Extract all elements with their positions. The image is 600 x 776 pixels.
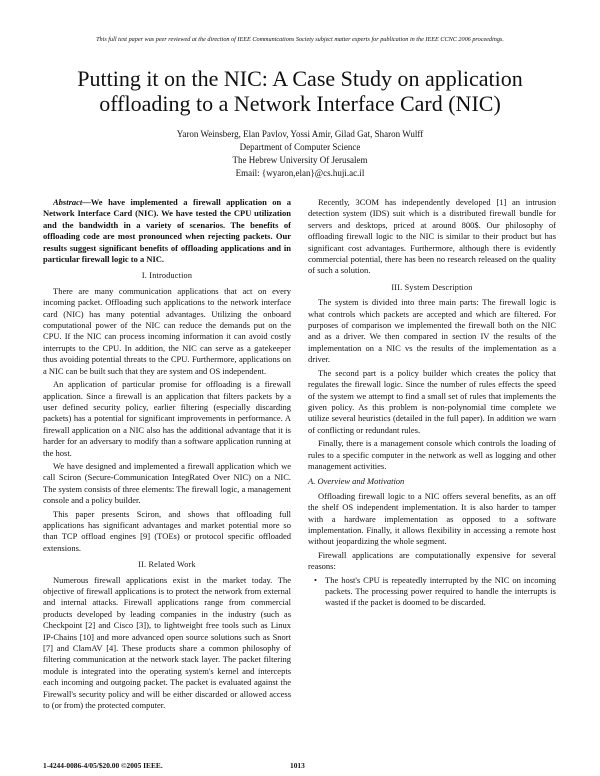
list-item: • The host's CPU is repeatedly interrupted by the NIC on incoming packets. The processing power required to handle the interrupts is wasted if the packet is doomed to be discarded. bbox=[322, 575, 556, 609]
author-department: Department of Computer Science bbox=[239, 142, 361, 152]
paragraph: Recently, 3COM has independently developed [1] an intrusion detection system (IDS) suit which is a distributed firewall bundle for servers and desktops, priced at around 800$. Our philosophy of offloading firewall logic to the NIC is similar to their product but has significant cost advantages. Furthermore, although there is evidently commercial potential, there has been no research released on the quality of such a solution. bbox=[308, 197, 556, 276]
paragraph: Finally, there is a management console which controls the loading of rules to a specific computer in the network as well as logging and other management activities. bbox=[308, 438, 556, 471]
section-heading-intro: I. Introduction bbox=[141, 271, 193, 281]
abstract-text: —We have implemented a firewall application on a Network Interface Card (NIC). We have tested the CPU utilization and the bandwidth in a variety of scenarios. The benefits of offloading code are most pronounced when rejecting packets. Our results suggest significant benefits of offloading applications and in particular firewall logic to a NIC. bbox=[43, 197, 291, 265]
abstract-label: Abstract bbox=[53, 197, 83, 207]
paragraph: Numerous firewall applications exist in the market today. The objective of firewall applications is to protect the network from external and internal attacks. Firewall applications range from commercial products developed by leading companies in the industry (such as Checkpoint [2] and Cisco [3]), to lightweight free tools such as Linux IP-Chains [10] and more advanced open source solutions such as Snort [7] and ClamAV [4]. These products share a common philosophy of filtering communication at the network stack layer. The packet filtering module is integrated into the operating system's kernel and intercepts each incoming and outgoing packet. The packet is evaluated against the Firewall's security policy and will be either discarded or allowed access to (or from) the protected computer. bbox=[43, 574, 291, 711]
section-heading-system: III. System Description bbox=[391, 282, 473, 292]
paragraph: Offloading firewall logic to a NIC offers several benefits, as an off the shelf OS independent implementation. It is also harder to tamper with a hardware implementation as opposed to a software implementation. Finally, it allows flexibility in accessing a remote host without jeopardizing the whole segment. bbox=[308, 490, 556, 547]
paragraph: There are many communication applications that act on every incoming packet. Offloading such applications to the network interface card (NIC) has many potential advantages. Utilizing the onboard computational power of the NIC can reduce the demands put on the CPU. If the NIC can process incoming information it can avoid costly interrupts to the CPU. In addition, the NIC can serve as a gatekeeper thus avoiding potential threats to the CPU. Furthermore, applications on a NIC can be built such that they are system and OS independent. bbox=[43, 285, 291, 376]
section-heading-related: II. Related Work bbox=[138, 560, 196, 570]
paragraph: This paper presents Sciron, and shows that offloading full applications has significant advantages and market potential more so than TCP offload engines [9] (TOEs) or protocol specific offloaded extensions. bbox=[43, 508, 291, 553]
right-column bbox=[308, 197, 556, 609]
author-names: Yaron Weinsberg, Elan Pavlov, Yossi Amir, Gilad Gat, Sharon Wulff bbox=[176, 129, 424, 139]
page-number: 1013 bbox=[290, 761, 305, 770]
author-university: The Hebrew University Of Jerusalem bbox=[232, 155, 368, 165]
left-column bbox=[43, 197, 291, 711]
paragraph: We have designed and implemented a firewall application which we call Sciron (Secure-Communication IntegRated Over NIC) on a NIC. The system consists of three elements: The firewall logic, a management console and a policy builder. bbox=[43, 460, 291, 506]
paragraph: Firewall applications are computationally expensive for several reasons: bbox=[308, 549, 556, 572]
footer-isbn: 1-4244-0086-4/05/$20.00 ©2005 IEEE. bbox=[43, 761, 163, 770]
author-email: Email: {wyaron,elan}@cs.huji.ac.il bbox=[235, 168, 365, 178]
abstract bbox=[43, 197, 291, 265]
paragraph: An application of particular promise for offloading is a firewall application. Since a firewall is an application that filters packets by a user defined security policy, earlier filtering (especially discarding packets) has a potential for significant improvements in performance. A firewall application on a NIC also has the additional advantage that it is harder for an adversary to modify than a software application running at the host. bbox=[43, 379, 291, 458]
subsection-heading: A. Overview and Motivation bbox=[308, 476, 405, 487]
paragraph: The system is divided into three main parts: The firewall logic is what controls which packets are accepted and which are filtered. For purposes of comparison we implemented the firewall both on the NIC and as a driver. We then compared in section IV the results of the implementation on a NIC vs the results of the implementation as a driver. bbox=[308, 297, 556, 365]
paragraph: The second part is a policy builder which creates the policy that regulates the firewall logic. Since the number of rules effects the speed of the system we attempt to find a small set of rules that implements the given policy. As this problem is non-polynomial time complete we utilize several heuristics (detailed in the full paper). In addition we warn of conflicting or redundant rules. bbox=[308, 367, 556, 435]
bullet-list bbox=[308, 575, 556, 609]
paper-title: Putting it on the NIC: A Case Study on application offloading to a Network Interface Card (NIC) bbox=[77, 66, 523, 116]
peer-review-notice: This full text paper was peer reviewed at the direction of IEEE Communications Society subject matter experts for publication in the IEEE CCNC 2006 proceedings. bbox=[96, 36, 504, 43]
author-block bbox=[40, 128, 560, 180]
